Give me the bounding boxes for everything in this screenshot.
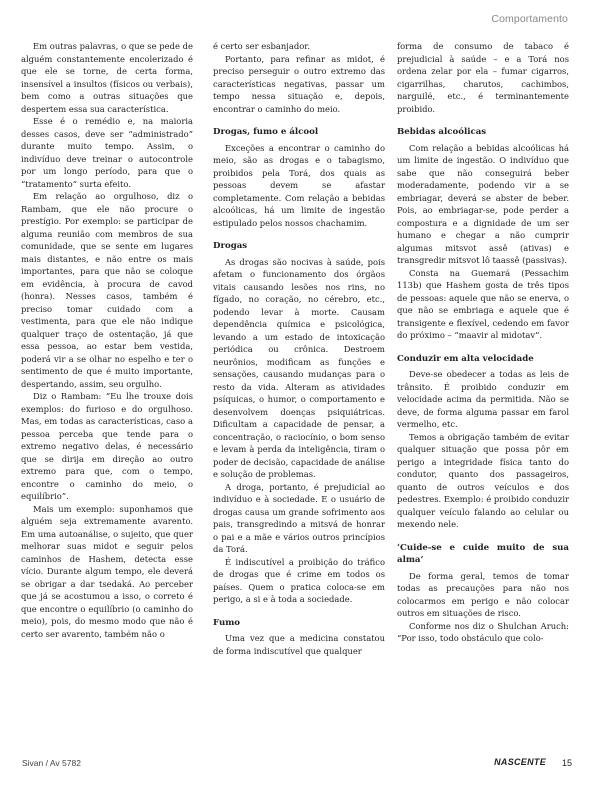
column-1 <box>21 40 193 640</box>
paragraph: Uma vez que a medicina constatou de forma indiscutível que qualquer <box>213 633 385 656</box>
paragraph: Diz o Rambam: “Eu lhe trouxe dois exemplos: do furioso e do orgulhoso. Mas, em todas as características, caso a pessoa perceba que tende para o extremo negativo delas, é necessário que se dirija em direção ao outro extremo para que, com o tempo, encontre o caminho do meio, o equilíbrio”. <box>21 391 193 501</box>
paragraph: forma de consumo de tabaco é prejudicial à saúde – e a Torá nos ordena zelar por ela – fumar cigarros, cigarrilhas, charutos, cachimbos, narguilé, etc., é terminantemente proibido. <box>397 41 569 114</box>
issue-label: Sivan / Av 5782 <box>22 758 81 768</box>
section-header: Comportamento <box>491 13 568 25</box>
paragraph: Exceções a encontrar o caminho do meio, são as drogas e o tabagismo, proibidos pela Torá, dos quais as pessoas devem se afastar completamente. Com relação a bebidas alcoólicas, há um limite de ingestão estipulado pelos nossos chachamim. <box>213 142 385 228</box>
subheading-drogas-fumo-alcool: Drogas, fumo e álcool <box>213 127 319 137</box>
paragraph: As drogas são nocivas à saúde, pois afetam o funcionamento dos órgãos vitais causando lesões nos rins, no fígado, no coração, no cérebro, etc., podendo levar à morte. Causam dependência química e psicológica, levando a um estado de intoxicação periódica ou crônica. Destroem neurônios, modificam as funções e sensações, causando mudanças para o resto da vida. Alteram as atividades psíquicas, o humor, o comportamento e desenvolvem doenças psiquiátricas. Dificultam a capacidade de pensar, a concentração, o raciocínio, o bom senso e levam à perda da inteligência, tiram o poder de decisão, capacidade de análise e solução de problemas. <box>213 256 385 479</box>
paragraph: Temos a obrigação também de evitar qualquer situação que possa pôr em perigo a integridade física tanto do condutor, quanto dos passageiros, quanto de outros veículos e dos pedestres. Exemplo: é proibido conduzir qualquer veículo falando ao celular ou mexendo nele. <box>397 431 569 529</box>
subheading-fumo: Fumo <box>213 617 241 628</box>
paragraph: Deve-se obedecer a todas as leis de trânsito. É proibido conduzir em velocidade acima da permitida. Não se deve, de forma alguma passar em farol vermelho, etc. <box>397 369 569 429</box>
subheading-bebidas-alcoolicas: Bebidas alcoólicas <box>397 127 487 137</box>
paragraph: A droga, portanto, é prejudicial ao indivíduo e à sociedade. E o usuário de drogas causa um grande sofrimento aos pais, transgredindo a mitsvá de honrar o pai e a mãe e vários outros princípios da Torá. <box>213 481 385 554</box>
paragraph: Em outras palavras, o que se pede de alguém constantemente encolerizado é que ele se torne, de certa forma, insensível a insultos (físicos ou verbais), bem como a outras situações que despertem essa sua característica. <box>21 41 193 114</box>
subheading-drogas: Drogas <box>213 241 248 251</box>
column-2 <box>213 40 385 657</box>
page-footer <box>22 758 572 772</box>
column-3 <box>397 40 569 645</box>
paragraph: Em relação ao orgulhoso, diz o Rambam, que ele não procure o prestígio. Por exemplo: se participar de alguma reunião com membros de sua comunidade, que se sente em lugares mais distantes, e não entre os mais importantes, para que não se coloque em evidência, à procura de cavod (honra). Nesses casos, também é preciso tomar cuidado com a vestimenta, para que ele não indique qualquer traço de ostentação, já que essa pessoa, ao estar bem vestida, poderá vir a se olhar no espelho e ter o sentimento de que é muito importante, despertando, assim, seu orgulho. <box>21 191 193 389</box>
paragraph: Esse é o remédio e, na maioria desses casos, deve ser “administrado” durante muito tempo. Assim, o indivíduo deve treinar o autocontrole por um longo período, para que o “tratamento” surta efeito. <box>21 116 193 189</box>
paragraph: De forma geral, temos de tomar todas as precauções para não nos colocarmos em perigo e não colocar outros em situações de risco. <box>397 570 569 618</box>
paragraph: Mais um exemplo: suponhamos que alguém seja extremamente avarento. Em uma autoanálise, o sujeito, que quer melhorar suas midot e seguir pelos caminhos de Hashem, detecta esse vício. Durante algum tempo, ele deverá se obrigar a dar tsedaká. Ao perceber que já se acostumou a isso, o correto é que encontre o equilíbrio (o caminho do meio), pois, do mesmo modo que não é certo ser avarento, também não o <box>21 503 193 639</box>
nascente-logo: NASCENTE <box>494 757 546 767</box>
paragraph: Com relação a bebidas alcoólicas há um limite de ingestão. O indivíduo que sabe que não conseguirá beber moderadamente, podendo vir a se embriagar, deverá se abster de beber. Pois, ao embriagar-se, pode perder a compostura e a dignidade de um ser humano e chegar a não cumprir algumas mitsvot assê (ativas) e transgredir mitsvot lô taassê (passivas). <box>397 142 569 265</box>
paragraph: Conforme nos diz o Shulchan Aruch: “Por isso, todo obstáculo que colo- <box>397 620 569 643</box>
subheading-cuide-se: ‘Cuide-se e cuide muito de sua alma’ <box>397 542 569 565</box>
paragraph: Consta na Guemará (Pessachim 113b) que Hashem gosta de três tipos de pessoas: aquele que não se enerva, o que não se embriaga e aquele que é transigente e flexível, cedendo em favor do próximo – “maavir al midotav”. <box>397 267 569 340</box>
paragraph: Portanto, para refinar as midot, é preciso perseguir o outro extremo das características negativas, passar um tempo nessa situação e, depois, encontrar o caminho do meio. <box>213 53 385 114</box>
paragraph: É indiscutível a proibição do tráfico de drogas que é crime em todos os países. Quem o pratica coloca-se em perigo, a si e à toda a sociedade. <box>213 556 385 604</box>
subheading-conduzir: Conduzir em alta velocidade <box>397 353 534 364</box>
page-number: 15 <box>561 758 572 768</box>
paragraph: é certo ser esbanjador. <box>213 41 310 51</box>
